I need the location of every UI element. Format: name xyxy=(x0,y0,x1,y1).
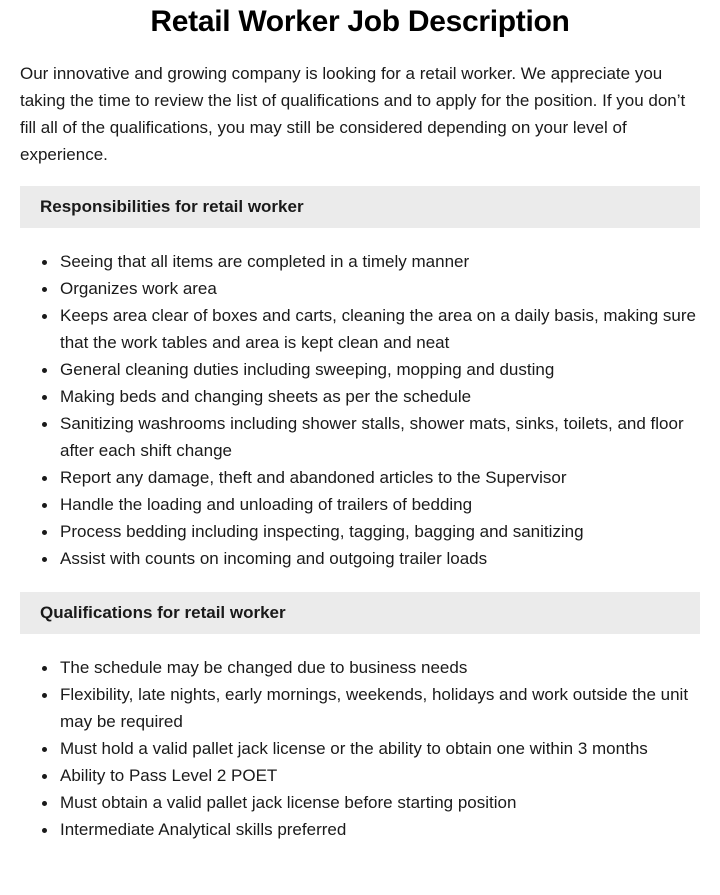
list-item: General cleaning duties including sweeping, mopping and dusting xyxy=(40,356,700,383)
intro-paragraph: Our innovative and growing company is looking for a retail worker. We appreciate you taking the time to review the list of qualifications and to apply for the position. If you don’t fill all of the qualifications, you may still be considered depending on your level of experience. xyxy=(20,64,686,164)
list-item: Intermediate Analytical skills preferred xyxy=(40,816,700,843)
list-item: Handle the loading and unloading of trailers of bedding xyxy=(40,491,700,518)
list-item: Process bedding including inspecting, tagging, bagging and sanitizing xyxy=(40,518,700,545)
list-item: Making beds and changing sheets as per the schedule xyxy=(40,383,700,410)
page-title: Retail Worker Job Description xyxy=(150,5,570,38)
list-item: Sanitizing washrooms including shower stalls, shower mats, sinks, toilets, and floor after each shift change xyxy=(40,410,700,464)
list-item: The schedule may be changed due to business needs xyxy=(40,654,700,681)
list-item: Ability to Pass Level 2 POET xyxy=(40,762,700,789)
list-item: Must hold a valid pallet jack license or the ability to obtain one within 3 months xyxy=(40,735,700,762)
responsibilities-list xyxy=(20,248,700,572)
list-item: Flexibility, late nights, early mornings, weekends, holidays and work outside the unit may be required xyxy=(40,681,700,735)
list-item: Report any damage, theft and abandoned articles to the Supervisor xyxy=(40,464,700,491)
qualifications-list xyxy=(20,654,700,843)
qualifications-section xyxy=(20,592,700,843)
list-item: Assist with counts on incoming and outgoing trailer loads xyxy=(40,545,700,572)
responsibilities-heading: Responsibilities for retail worker xyxy=(20,186,700,228)
list-item: Must obtain a valid pallet jack license before starting position xyxy=(40,789,700,816)
list-item: Seeing that all items are completed in a timely manner xyxy=(40,248,700,275)
list-item: Keeps area clear of boxes and carts, cleaning the area on a daily basis, making sure that the work tables and area is kept clean and neat xyxy=(40,302,700,356)
qualifications-heading: Qualifications for retail worker xyxy=(20,592,700,634)
list-item: Organizes work area xyxy=(40,275,700,302)
responsibilities-section xyxy=(20,186,700,572)
